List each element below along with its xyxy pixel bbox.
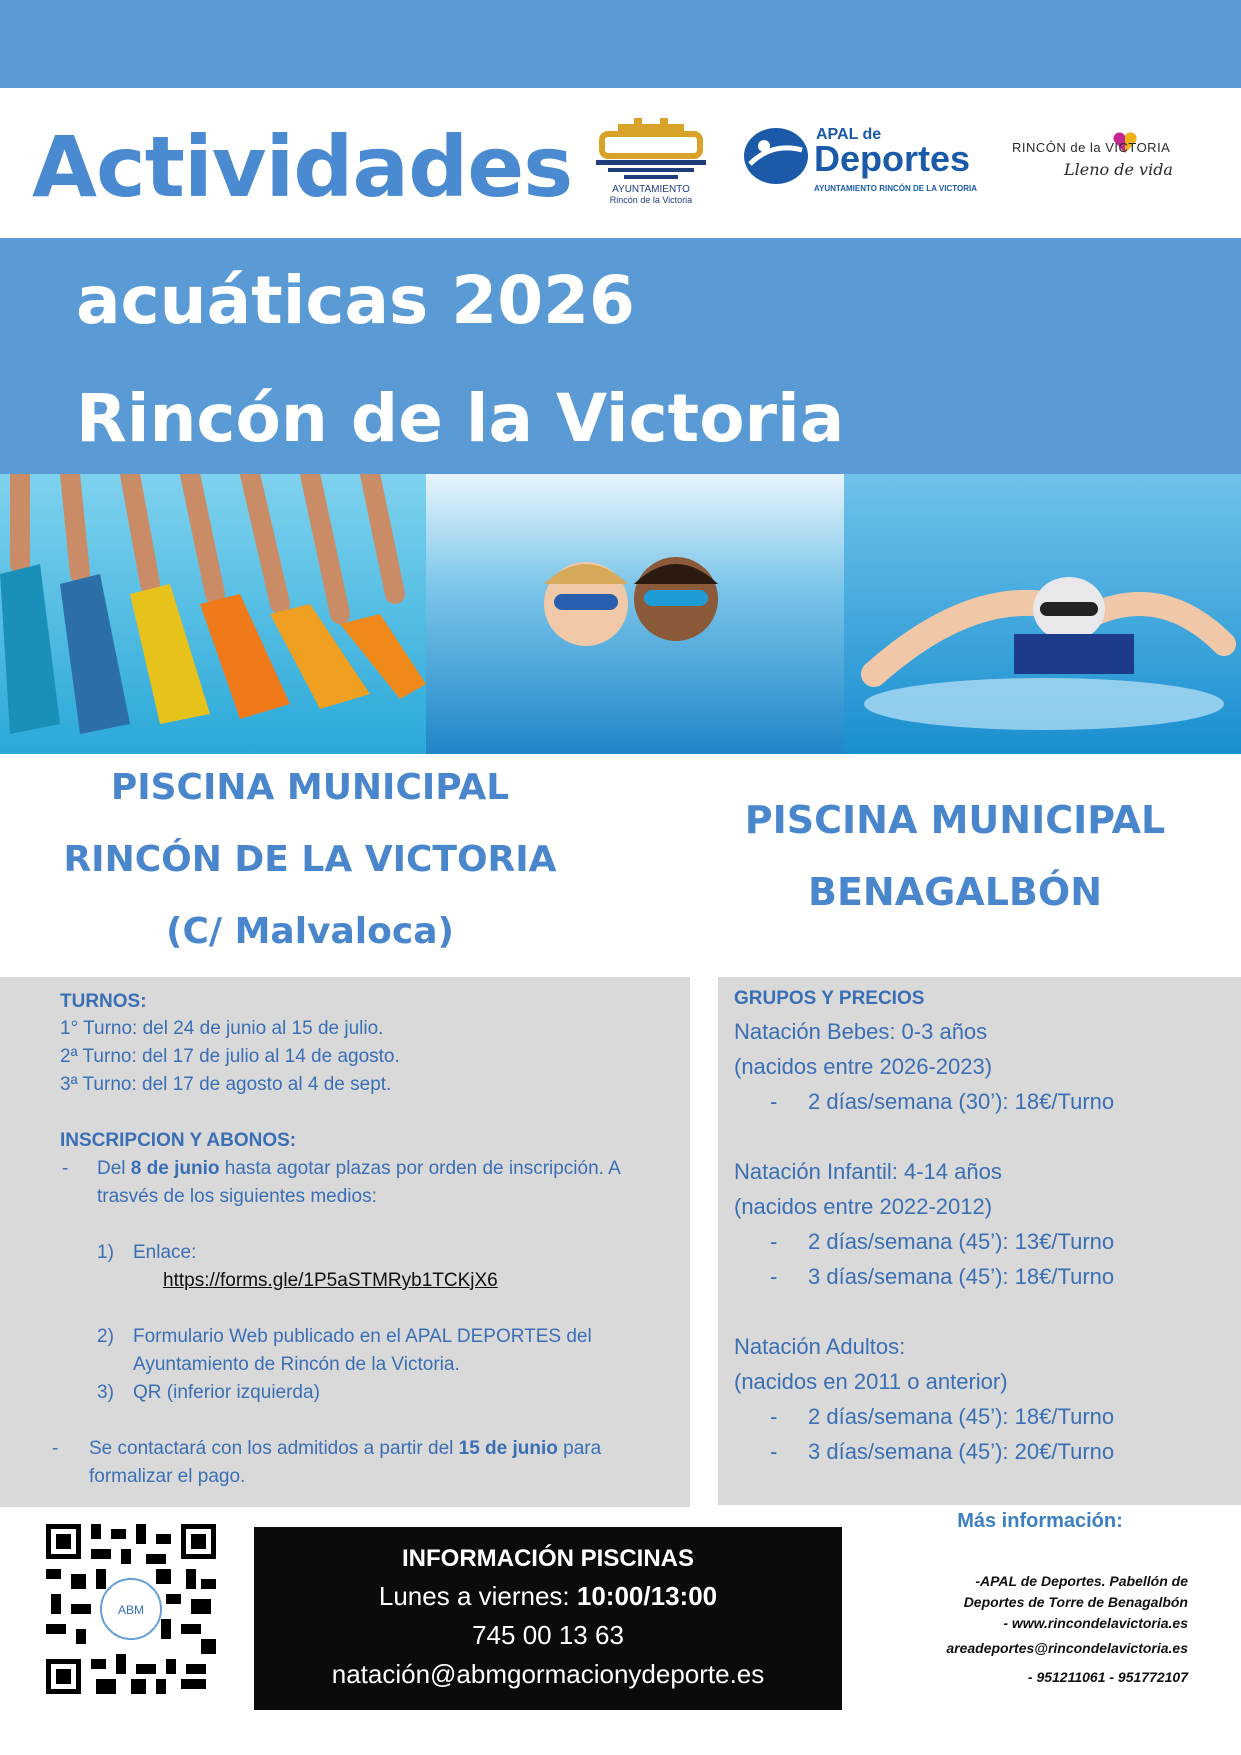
page-title-line3: Rincón de la Victoria <box>76 380 845 457</box>
pool-heading-line: RINCÓN DE LA VICTORIA <box>63 839 557 880</box>
more-info-block <box>880 1510 1200 1688</box>
bebes-title: Natación Bebes: 0-3 años <box>734 1019 988 1044</box>
rincon-brand-logo <box>1012 132 1204 192</box>
pool-heading-benagalbon <box>700 794 1210 938</box>
contact-text-part: para <box>557 1438 602 1459</box>
contact-text-line2: formalizar el pago. <box>89 1466 246 1487</box>
bullet-dash: - <box>770 1439 778 1464</box>
apal-small-label: APAL de <box>816 126 882 143</box>
rincon-slogan: Lleno de vida <box>1064 160 1173 179</box>
info-email[interactable]: natación@abmgormacionydeporte.es <box>331 1659 765 1689</box>
qr-center-label: ABM <box>117 1603 145 1617</box>
photo-kids <box>426 474 844 754</box>
qr-option-text: QR (inferior izquierda) <box>133 1382 320 1403</box>
ayuntamiento-logo <box>588 118 714 208</box>
rincon-brand-text: RINCÓN de la VICTORIA <box>1012 140 1171 155</box>
more-info-phones: - 951211061 - 951772107 <box>1027 1669 1188 1685</box>
price-item: 2 días/semana (45’): 13€/Turno <box>808 1229 1115 1254</box>
list-number: 2) <box>97 1326 114 1347</box>
photo-swimmer <box>844 474 1241 754</box>
pool-heading-line: BENAGALBÓN <box>807 870 1103 914</box>
list-number: 3) <box>97 1382 114 1403</box>
apal-deportes-logo <box>742 124 1006 204</box>
adultos-title: Natación Adultos: <box>734 1334 906 1359</box>
title-row <box>0 88 1241 238</box>
web-form-text: Ayuntamiento de Rincón de la Victoria. <box>133 1354 460 1375</box>
contact-date: 15 de junio <box>458 1438 558 1459</box>
photo-fins <box>0 474 426 754</box>
adultos-born: (nacidos en 2011 o anterior) <box>734 1369 1008 1394</box>
ayuntamiento-sublabel: Rincón de la Victoria <box>609 195 693 205</box>
bebes-born: (nacidos entre 2026-2023) <box>734 1054 993 1079</box>
price-item: 2 días/semana (30’): 18€/Turno <box>808 1089 1115 1114</box>
apal-big-label: Deportes <box>814 138 971 179</box>
pool-heading-line: PISCINA MUNICIPAL <box>744 798 1166 842</box>
infantil-title: Natación Infantil: 4-14 años <box>734 1159 1002 1184</box>
price-item: 2 días/semana (45’): 18€/Turno <box>808 1404 1115 1429</box>
intro-text: hasta agotar plazas por orden de inscripción. A <box>219 1158 621 1179</box>
intro-text: Del <box>97 1158 131 1179</box>
page-title-line2: acuáticas 2026 <box>76 262 635 339</box>
contact-text <box>89 1435 601 1463</box>
turno-item: 3ª Turno: del 17 de agosto al 4 de sept. <box>60 1074 392 1095</box>
hours-label: Lunes a viernes: <box>378 1581 577 1611</box>
pool-heading-line: (C/ Malvaloca) <box>166 911 454 952</box>
registration-link[interactable]: https://forms.gle/1P5aSTMRyb1TCKjX6 <box>163 1270 498 1291</box>
more-info-line: Deportes de Torre de Benagalbón <box>963 1594 1188 1610</box>
bullet-dash: - <box>52 1438 59 1459</box>
qr-pattern <box>46 1524 216 1694</box>
castle-icon <box>588 118 714 184</box>
list-number: 1) <box>97 1242 114 1263</box>
top-color-band <box>0 0 1241 88</box>
inscripcion-intro-line2: trasvés de los siguientes medios: <box>97 1186 377 1207</box>
registration-qr-code[interactable] <box>46 1524 216 1694</box>
turno-item: 1° Turno: del 24 de junio al 15 de julio. <box>60 1018 384 1039</box>
bullet-dash: - <box>770 1089 778 1114</box>
bullet-dash: - <box>62 1158 69 1179</box>
enlace-label: Enlace: <box>133 1242 197 1263</box>
info-title: INFORMACIÓN PISCINAS <box>401 1545 694 1572</box>
web-form-text: Formulario Web publicado en el APAL DEPORTES del <box>133 1326 592 1347</box>
infantil-born: (nacidos entre 2022-2012) <box>734 1194 993 1219</box>
pool-info-box <box>254 1527 842 1710</box>
turnos-label: TURNOS: <box>60 991 147 1012</box>
bullet-dash: - <box>770 1404 778 1429</box>
intro-date: 8 de junio <box>130 1158 220 1179</box>
inscripcion-intro <box>97 1155 621 1183</box>
price-item: 3 días/semana (45’): 20€/Turno <box>808 1439 1115 1464</box>
info-phone[interactable]: 745 00 13 63 <box>472 1620 624 1650</box>
hours-value: 10:00/13:00 <box>576 1581 718 1611</box>
bullet-dash: - <box>770 1229 778 1254</box>
title-band <box>0 238 1241 474</box>
more-info-title: Más información: <box>957 1510 1123 1532</box>
swimmer-logo-icon <box>742 124 810 188</box>
grupos-label: GRUPOS Y PRECIOS <box>734 988 925 1009</box>
more-info-email[interactable]: areadeportes@rincondelavictoria.es <box>946 1640 1188 1656</box>
bullet-dash: - <box>770 1264 778 1289</box>
page-title-line1: Actividades <box>32 118 573 216</box>
contact-text-part: Se contactará con los admitidos a partir del <box>89 1438 459 1459</box>
pool-heading-line: PISCINA MUNICIPAL <box>110 767 510 808</box>
more-info-line: -APAL de Deportes. Pabellón de <box>975 1573 1188 1589</box>
info-hours <box>254 1581 842 1612</box>
pool-heading-rincon <box>20 762 600 978</box>
price-item: 3 días/semana (45’): 18€/Turno <box>808 1264 1115 1289</box>
turno-item: 2ª Turno: del 17 de julio al 14 de agosto. <box>60 1046 400 1067</box>
more-info-website[interactable]: - www.rincondelavictoria.es <box>1003 1615 1188 1631</box>
ayuntamiento-label: AYUNTAMIENTO <box>612 184 690 195</box>
apal-sub-label: AYUNTAMIENTO RINCÓN DE LA VICTORIA <box>814 184 977 193</box>
inscripcion-label: INSCRIPCION Y ABONOS: <box>60 1130 297 1151</box>
photo-strip <box>0 474 1241 754</box>
